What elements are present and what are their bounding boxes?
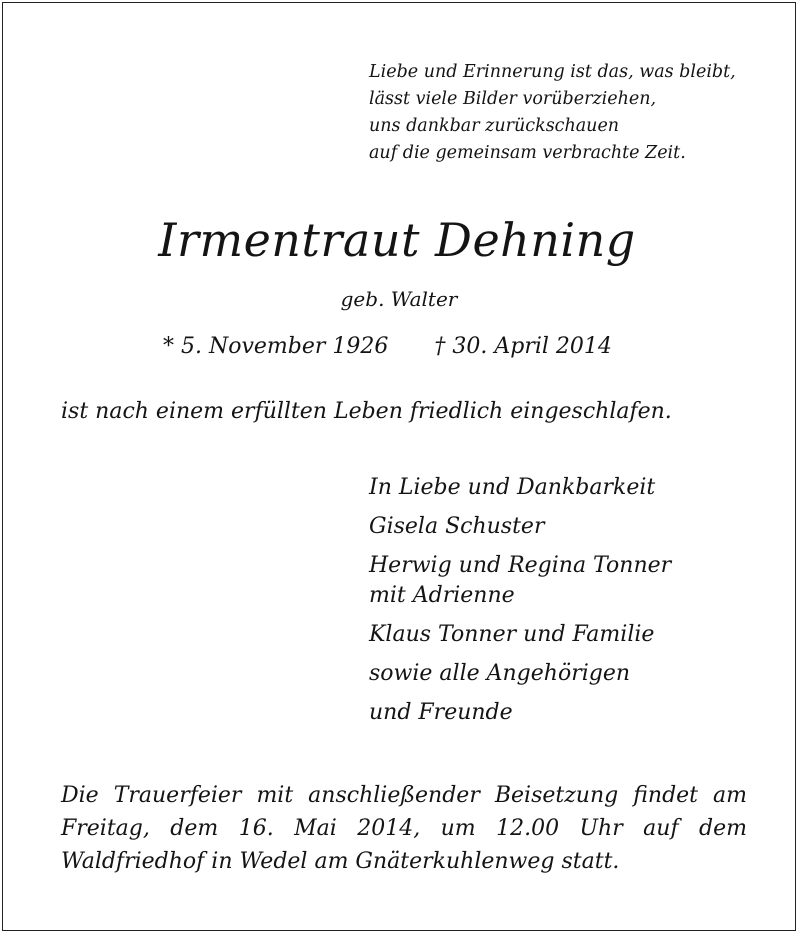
mourner-line: sowie alle Angehörigen xyxy=(369,661,631,686)
mourner-line: Klaus Tonner und Familie xyxy=(369,622,655,647)
mourner-line: mit Adrienne xyxy=(369,583,515,608)
poem-line: Liebe und Erinnerung ist das, was bleibt, xyxy=(369,62,736,82)
funeral-line: Waldfriedhof in Wedel am Gnäterkuhlenweg statt. xyxy=(61,849,620,874)
mourners-list xyxy=(369,473,671,728)
life-dates xyxy=(163,331,612,363)
funeral-line: Die Trauerfeier mit anschließender Beisetzung findet am xyxy=(61,783,747,808)
passing-statement: ist nach einem erfüllten Leben friedlich eingeschlafen. xyxy=(61,399,672,424)
death-date: † 30. April 2014 xyxy=(434,334,612,359)
funeral-line: Freitag, dem 16. Mai 2014, um 12.00 Uhr auf dem xyxy=(61,816,747,841)
mourner-line: Herwig und Regina Tonner xyxy=(369,553,672,578)
mourner-line: In Liebe und Dankbarkeit xyxy=(369,475,656,500)
obituary-notice xyxy=(2,2,796,931)
deceased-name: Irmentraut Dehning xyxy=(158,213,636,267)
memorial-poem xyxy=(369,59,736,167)
funeral-announcement xyxy=(61,779,747,878)
poem-line: auf die gemeinsam verbrachte Zeit. xyxy=(369,143,686,163)
mourner-line: und Freunde xyxy=(369,700,513,725)
poem-line: uns dankbar zurückschauen xyxy=(369,116,620,136)
poem-line: lässt viele Bilder vorüberziehen, xyxy=(369,89,657,109)
maiden-name: geb. Walter xyxy=(340,287,458,311)
birth-date: * 5. November 1926 xyxy=(163,334,389,359)
mourner-line: Gisela Schuster xyxy=(369,514,545,539)
